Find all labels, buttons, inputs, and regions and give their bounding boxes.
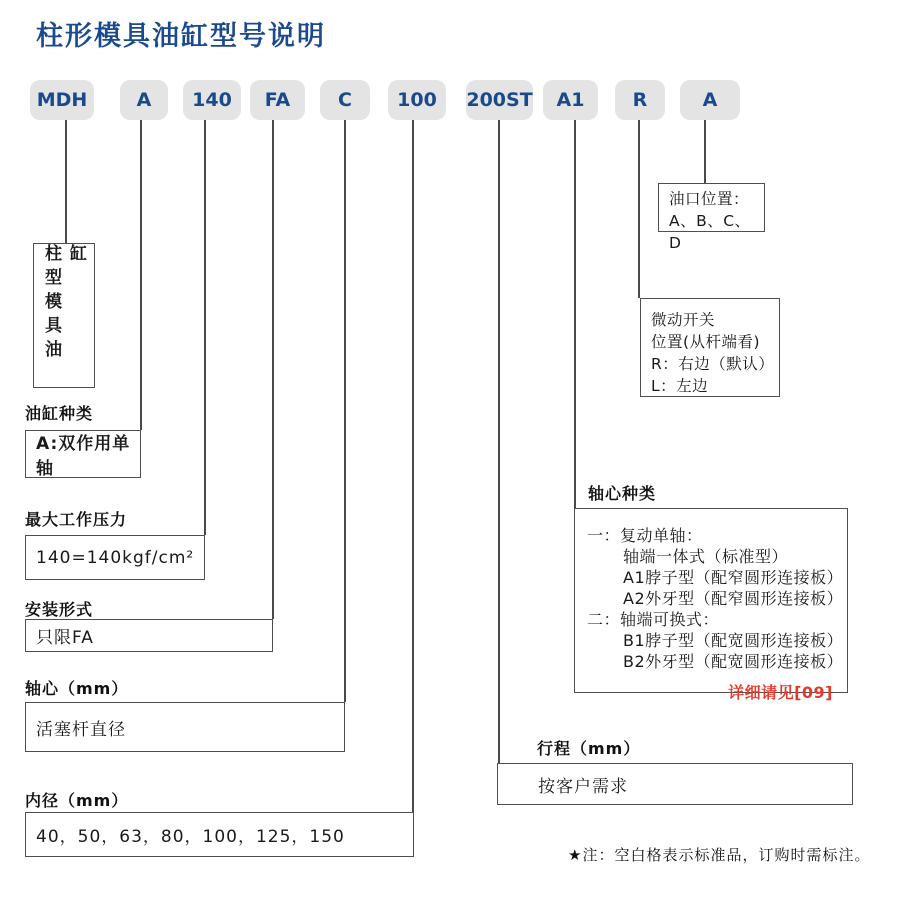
code-segment-c: C bbox=[320, 80, 370, 120]
rod-type-detail-ref: 详细请见[09] bbox=[728, 683, 833, 702]
connector-a1-line bbox=[574, 120, 576, 508]
code-segment-140: 140 bbox=[183, 80, 241, 120]
port-position-line: 油口位置： bbox=[669, 190, 750, 208]
connector-a2-line bbox=[704, 120, 706, 183]
stroke-value: 按客户需求 bbox=[538, 776, 628, 797]
bore-label: 内径（mm） bbox=[25, 791, 129, 810]
cylinder-type-value: A:双作用单轴 bbox=[36, 434, 131, 479]
page-title: 柱形模具油缸型号说明 bbox=[36, 21, 326, 52]
cylinder-type-box bbox=[25, 430, 141, 478]
port-position-box bbox=[658, 183, 765, 252]
connector-140-line bbox=[204, 120, 206, 535]
rod-type-line: A2外牙型（配窄圆形连接板） bbox=[623, 589, 844, 608]
standard-product-footnote: ★注：空白格表示标准品，订购时需标注。 bbox=[568, 846, 871, 864]
micro-switch-line: R：右边（默认） bbox=[651, 355, 775, 373]
max-pressure-box bbox=[25, 535, 205, 580]
connector-r-line bbox=[638, 120, 640, 298]
rod-type-line: 二：轴端可换式： bbox=[587, 610, 720, 629]
code-segment-a1: A bbox=[120, 80, 168, 120]
series-box bbox=[33, 243, 95, 388]
rod-type-line: B1脖子型（配宽圆形连接板） bbox=[623, 631, 844, 650]
stroke-box bbox=[497, 763, 853, 805]
connector-mdh-line bbox=[65, 120, 67, 243]
series-box-text: 柱型模具油缸 bbox=[41, 244, 86, 364]
micro-switch-box bbox=[640, 298, 780, 397]
connector-100-line bbox=[412, 120, 414, 812]
rod-type-line: B2外牙型（配宽圆形连接板） bbox=[623, 652, 844, 671]
code-segment-mdh: MDH bbox=[30, 80, 94, 120]
bore-box bbox=[25, 812, 414, 857]
rod-type-line: 一：复动单轴： bbox=[587, 526, 703, 545]
code-segment-100: 100 bbox=[388, 80, 446, 120]
rod-type-line: 轴端一体式（标准型） bbox=[623, 547, 789, 566]
port-position-line: A、B、C、D bbox=[669, 212, 751, 252]
rod-type-label: 轴心种类 bbox=[588, 484, 657, 503]
rod-diameter-box bbox=[25, 702, 345, 752]
micro-switch-line: 微动开关 bbox=[651, 311, 716, 329]
connector-200st-line bbox=[498, 120, 500, 763]
bore-value: 40，50，63，80，100，125，150 bbox=[36, 827, 345, 847]
code-segment-fa: FA bbox=[250, 80, 305, 120]
micro-switch-line: 位置(从杆端看) bbox=[651, 333, 761, 351]
mounting-label: 安装形式 bbox=[25, 600, 94, 619]
code-segment-r: R bbox=[615, 80, 665, 120]
max-pressure-value: 140=140kgf/cm² bbox=[36, 547, 195, 568]
mounting-value: 只限FA bbox=[36, 628, 94, 648]
rod-type-line: A1脖子型（配窄圆形连接板） bbox=[623, 568, 844, 587]
connector-a-line bbox=[140, 120, 142, 430]
rod-type-box bbox=[574, 508, 848, 702]
code-segment-200st: 200ST bbox=[466, 80, 533, 120]
cylinder-type-label: 油缸种类 bbox=[25, 404, 94, 423]
rod-diameter-label: 轴心（mm） bbox=[25, 679, 129, 698]
connector-c-line bbox=[344, 120, 346, 702]
micro-switch-line: L：左边 bbox=[651, 377, 709, 395]
code-segment-a2: A bbox=[680, 80, 740, 120]
max-pressure-label: 最大工作压力 bbox=[25, 510, 128, 529]
rod-diameter-value: 活塞杆直径 bbox=[36, 719, 126, 740]
stroke-label: 行程（mm） bbox=[537, 739, 641, 758]
code-segment-a1-shaft: A1 bbox=[543, 80, 598, 120]
mounting-box bbox=[25, 619, 273, 652]
connector-fa-line bbox=[272, 120, 274, 619]
